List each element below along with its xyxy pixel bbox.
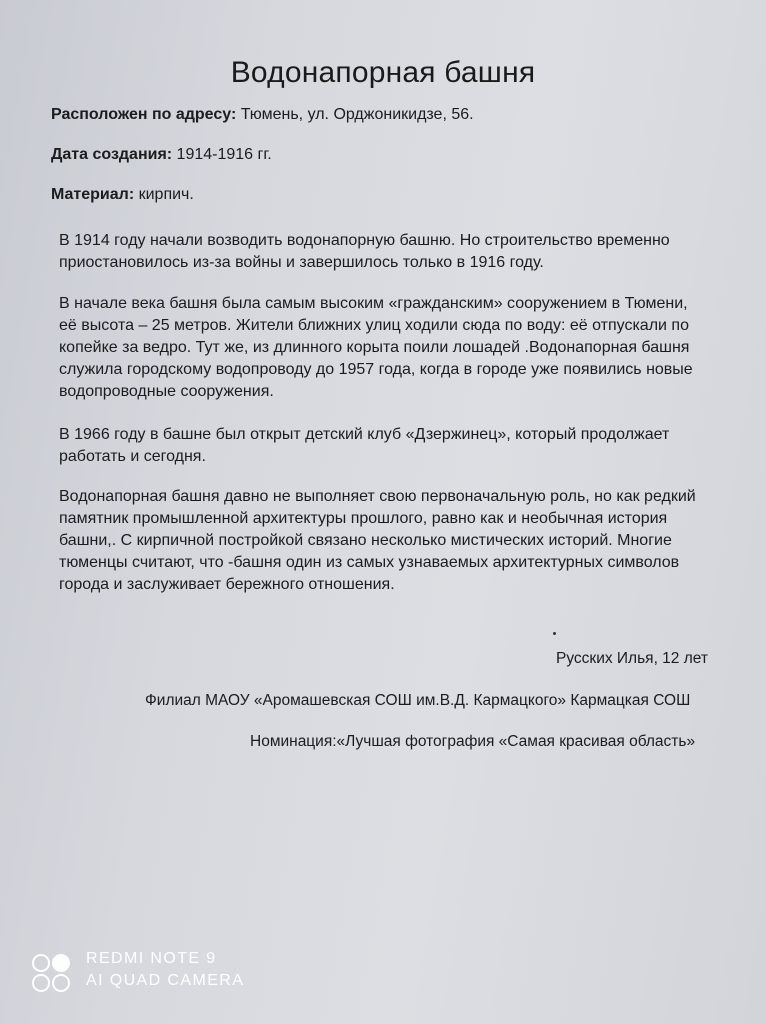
date-line: [51, 144, 272, 166]
date-label: Дата создания:: [51, 146, 173, 163]
paragraph-line: Водонапорная башня давно не выполняет свою первоначальную роль, но как редкий: [59, 488, 696, 505]
paragraph-line: её высота – 25 метров. Жители ближних улиц ходили сюда по воду: её отпускали по: [59, 317, 689, 334]
material-label: Материал:: [51, 186, 135, 203]
material-value: кирпич.: [134, 186, 194, 203]
document-title: Водонапорная башня: [230, 56, 536, 89]
watermark-model: REDMI NOTE 9: [86, 950, 217, 967]
paragraph-4: [59, 486, 696, 596]
paragraph-line: города и заслуживает бережного отношения.: [59, 576, 395, 593]
paragraph-1: [59, 230, 670, 274]
date-value: 1914-1916 гг.: [172, 146, 272, 163]
address-value: Тюмень, ул. Орджоникидзе, 56.: [236, 106, 474, 123]
paragraph-line: водопроводные сооружения.: [59, 383, 274, 400]
paragraph-line: В начале века башня была самым высоким «гражданским» сооружением в Тюмени,: [59, 295, 688, 312]
paragraph-line: башни,. С кирпичной постройкой связано несколько мистических историй. Многие: [59, 532, 672, 549]
paragraph-line: В 1966 году в башне был открыт детский клуб «Дзержинец», который продолжает: [59, 426, 670, 443]
paragraph-2: [59, 293, 693, 403]
camera-lens-icon: [32, 951, 74, 991]
watermark-camera: AI QUAD CAMERA: [86, 972, 245, 989]
paragraph-line: В 1914 году начали возводить водонапорную башню. Но строительство временно: [59, 232, 670, 249]
stray-dot: [553, 632, 556, 635]
nomination-line: Номинация:«Лучшая фотография «Самая красивая область»: [250, 733, 696, 750]
paragraph-line: памятник промышленной архитектуры прошлого, равно как и необычная история: [59, 510, 668, 527]
address-line: [51, 104, 474, 126]
paragraph-line: тюменцы считают, что -башня один из самых узнаваемых архитектурных символов: [59, 554, 680, 571]
paragraph-line: служила городскому водопроводу до 1957 года, когда в городе уже появились новые: [59, 361, 693, 378]
material-line: [51, 184, 194, 206]
paragraph-3: [59, 424, 669, 468]
paragraph-line: копейке за ведро. Тут же, из длинного корыта поили лошадей .Водонапорная башня: [59, 339, 690, 356]
school-line: Филиал МАОУ «Аромашевская СОШ им.В.Д. Кармацкого» Кармацкая СОШ: [145, 692, 691, 709]
address-label: Расположен по адресу:: [51, 106, 237, 123]
watermark-text: [86, 948, 244, 992]
paragraph-line: работать и сегодня.: [59, 448, 206, 465]
paragraph-line: приостановилось из-за войны и завершилось только в 1916 году.: [59, 254, 544, 271]
author-line: Русских Илья, 12 лет: [556, 650, 708, 667]
